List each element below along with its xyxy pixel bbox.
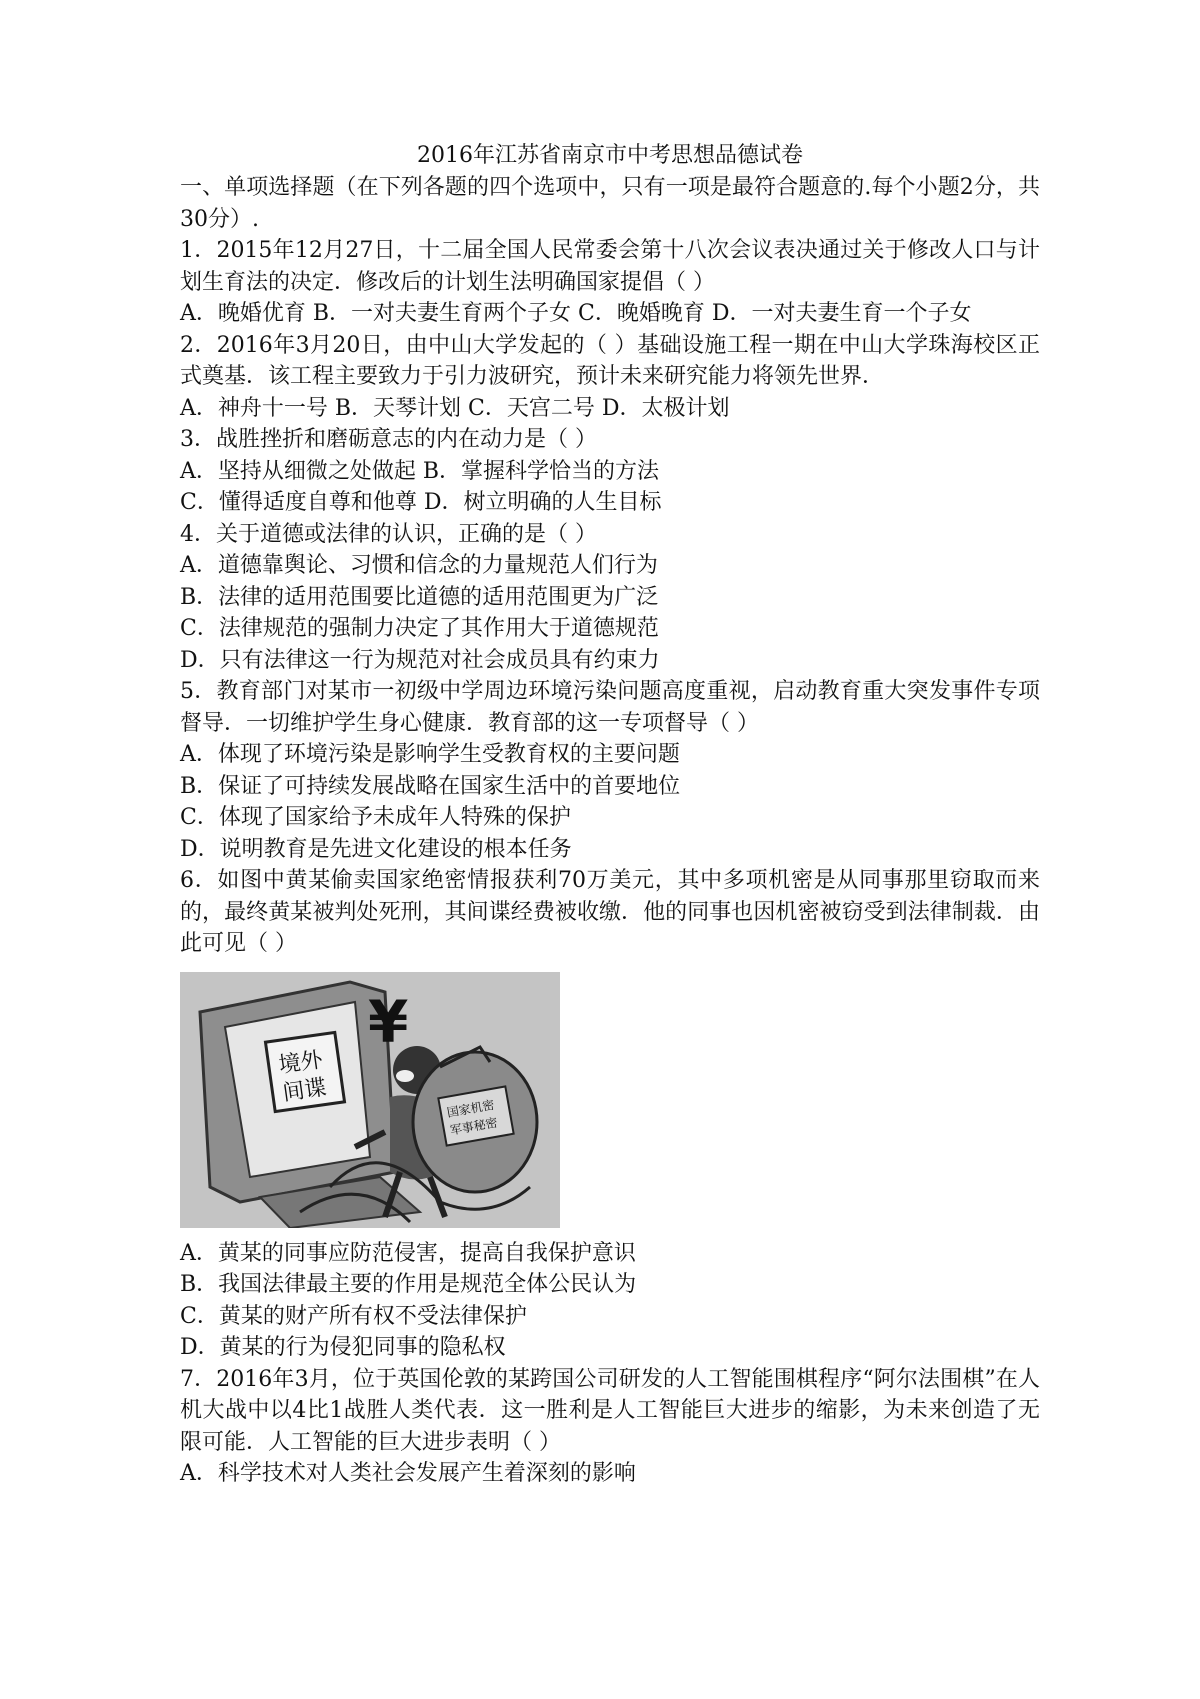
question-2-options: A．神舟十一号 B．天琴计划 C．天宫二号 D．太极计划 [180,395,730,421]
question-4-option-d: D．只有法律这一行为规范对社会成员具有约束力 [180,647,660,673]
exam-title: 2016年江苏省南京市中考思想品德试卷 [417,143,803,168]
question-4-option-c: C．法律规范的强制力决定了其作用大于道德规范 [180,616,659,641]
question-4-option-a: A．道德靠舆论、习惯和信念的力量规范人们行为 [180,553,658,578]
question-7-option-a: A．科学技术对人类社会发展产生着深刻的影响 [180,1461,636,1486]
spy-cartoon-image [180,972,560,1228]
question-5-option-b: B．保证了可持续发展战略在国家生活中的首要地位 [180,773,681,799]
section-heading: 一、单项选择题（在下列各题的四个选项中，只有一项是最符合题意的.每个小题2分，共30分）. [180,175,1040,232]
svg-text:间谍: 间谍 [281,1074,329,1106]
exam-page [180,140,1040,1490]
yen-symbol: ¥ [368,987,409,1056]
question-7-stem: 7．2016年3月，位于英国伦敦的某跨国公司研发的人工智能围棋程序“阿尔法围棋”在人机大战中以4比1战胜人类代表．这一胜利是人工智能巨大进步的缩影，为未来创造了无限可能．人工智能的巨大进步表明（ ） [180,1366,1040,1455]
question-6-option-c: C．黄某的财产所有权不受法律保护 [180,1303,527,1329]
question-5-option-a: A．体现了环境污染是影响学生受教育权的主要问题 [180,742,680,767]
question-6-option-d: D．黄某的行为侵犯同事的隐私权 [180,1335,506,1360]
svg-text:境外: 境外 [277,1047,325,1078]
svg-text:国家机密: 国家机密 [445,1097,496,1120]
question-6-stem: 6．如图中黄某偷卖国家绝密情报获利70万美元，其中多项机密是从同事那里窃取而来的，最终黄某被判处死刑，其间谍经费被收缴．他的同事也因机密被窃受到法律制裁．由此可见（ ） [180,868,1040,956]
question-3-options-row-2: C．懂得适度自尊和他尊 D．树立明确的人生目标 [180,490,662,515]
question-5-stem: 5．教育部门对某市一初级中学周边环境污染问题高度重视，启动教育重大突发事件专项督导．一切维护学生身心健康．教育部的这一专项督导（ ） [180,679,1040,736]
question-5-option-d: D．说明教育是先进文化建设的根本任务 [180,836,572,862]
question-6-option-a: A．黄某的同事应防范侵害，提高自我保护意识 [180,1240,636,1266]
question-1-stem: 1．2015年12月27日，十二届全国人民常委会第十八次会议表决通过关于修改人口与计划生育法的决定．修改后的计划生法明确国家提倡（ ） [180,238,1040,295]
question-3-stem: 3．战胜挫折和磨砺意志的内在动力是（ ） [180,427,597,452]
question-5-option-c: C．体现了国家给予未成年人特殊的保护 [180,805,571,830]
svg-text:军事秘密: 军事秘密 [448,1114,499,1138]
question-4-option-b: B．法律的适用范围要比道德的适用范围更为广泛 [180,584,659,610]
question-3-options-row-1: A．坚持从细微之处做起 B．掌握科学恰当的方法 [180,458,660,484]
question-1-options: A．晚婚优育 B．一对夫妻生育两个子女 C．晚婚晚育 D．一对夫妻生育一个子女 [180,301,972,326]
question-2-stem: 2．2016年3月20日，由中山大学发起的（ ）基础设施工程一期在中山大学珠海校区正式奠基．该工程主要致力于引力波研究，预计未来研究能力将领先世界． [180,332,1040,389]
question-6-option-b: B．我国法律最主要的作用是规范全体公民认为 [180,1272,637,1297]
question-4-stem: 4．关于道德或法律的认识，正确的是（ ） [180,521,597,547]
